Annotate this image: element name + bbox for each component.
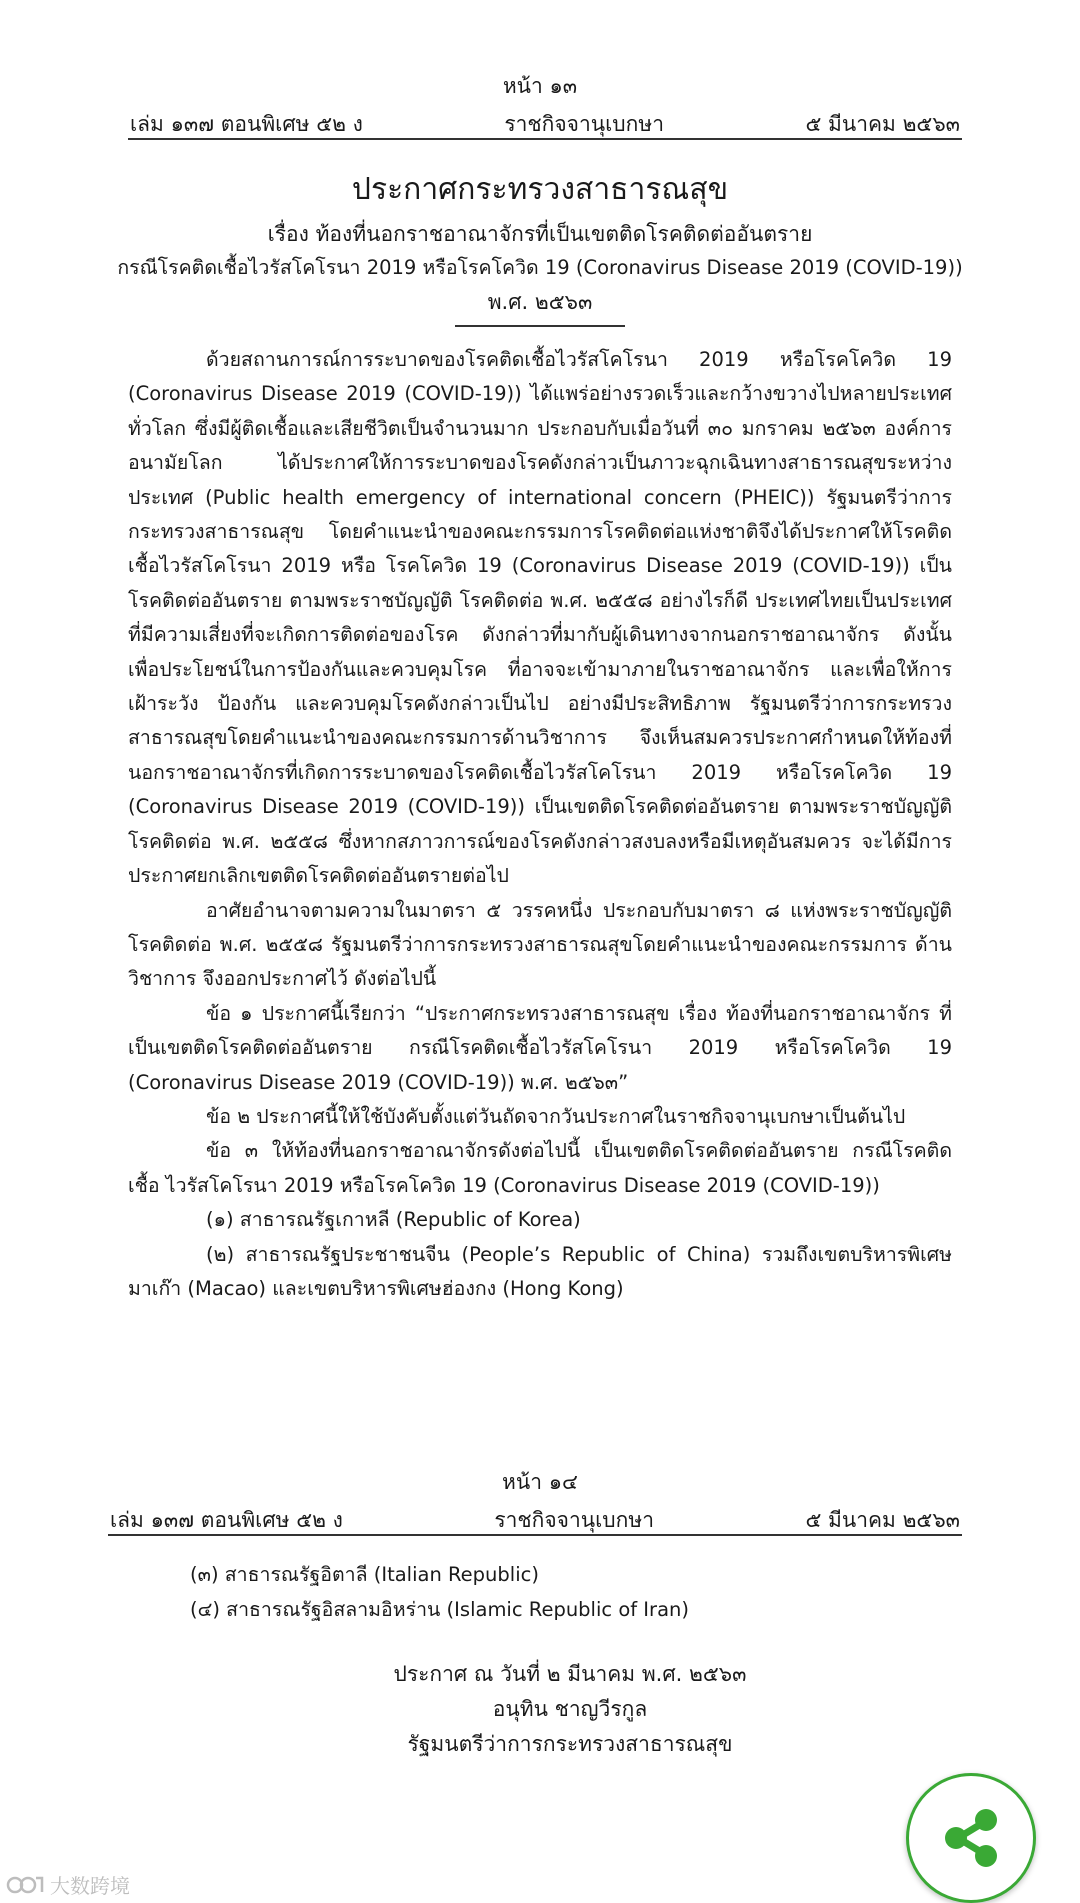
gazette-header [130, 108, 960, 141]
header-divider [108, 1534, 962, 1536]
list-item: (๔) สาธารณรัฐอิสลามอิหร่าน (Islamic Republic of Iran) [190, 1598, 689, 1621]
announced-date: ประกาศ ณ วันที่ ๒ มีนาคม พ.ศ. ๒๕๖๓ [393, 1662, 747, 1686]
announcement-title: ประกาศกระทรวงสาธารณสุข [351, 172, 729, 207]
watermark [6, 1870, 130, 1899]
watermark-text: 大数跨境 [50, 1874, 130, 1898]
page14-items [128, 1557, 952, 1627]
volume-label: เล่ม ๑๓๗ ตอนพิเศษ ๕๒ ง [130, 112, 363, 136]
announcement-year: พ.ศ. ๒๕๖๓ [487, 290, 593, 314]
signatory-name: อนุทิน ชาญวีรกูล [492, 1697, 648, 1721]
announcement-body [128, 343, 952, 1306]
list-item: (๓) สาธารณรัฐอิตาลี (Italian Republic) [190, 1563, 539, 1586]
clause-3: ข้อ ๓ ให้ท้องที่นอกราชอาณาจักรดังต่อไปนี้ เป็นเขตติดโรคติดต่ออันตราย กรณีโรคติดเชื้อ ไวรัสโคโรนา 2019 หรือโรคโควิด 19 (Coronavirus Disease 2019 (COVID-19)) [128, 1139, 952, 1197]
watermark-logo-icon [6, 1874, 46, 1896]
subject-line-1: เรื่อง ท้องที่นอกราชอาณาจักรที่เป็นเขตติดโรคติดต่ออันตราย [267, 222, 813, 246]
gazette-name: ราชกิจจานุเบกษา [494, 1508, 654, 1532]
paragraph-preamble: ด้วยสถานการณ์การระบาดของโรคติดเชื้อไวรัสโคโรนา 2019 หรือโรคโควิด 19 (Coronavirus Disease 2019 (COVID-19)) ได้แพร่อย่างรวดเร็วและกว้างขวางไปหลายประเทศทั่วโลก ซึ่งมีผู้ติดเชื้อและเสียชีวิตเป็นจำนวนมาก ประกอบกับเมื่อวันที่ ๓๐ มกราคม ๒๕๖๓ องค์การอนามัยโลก ได้ประกาศให้การระบาดของโรคดังกล่าวเป็นภาวะฉุกเฉินทางสาธารณสุขระหว่างประเทศ (Public health emergency of international concern (PHEIC)) รัฐมนตรีว่าการกระทรวงสาธารณสุข โดยคำแนะนำของคณะกรรมการโรคติดต่อแห่งชาติจึงได้ประกาศให้โรคติดเชื้อไวรัสโคโรนา 2019 หรือ โรคโควิด 19 (Coronavirus Disease 2019 (COVID-19)) เป็นโรคติดต่ออันตราย ตามพระราชบัญญัติ โรคติดต่อ พ.ศ. ๒๕๕๘ อย่างไรก็ดี ประเทศไทยเป็นประเทศที่มีความเสี่ยงที่จะเกิดการติดต่อของโรค ดังกล่าวที่มากับผู้เดินทางจากนอกราชอาณาจักร ดังนั้น เพื่อประโยชน์ในการป้องกันและควบคุมโรค ที่อาจจะเข้ามาภายในราชอาณาจักร และเพื่อให้การเฝ้าระวัง ป้องกัน และควบคุมโรคดังกล่าวเป็นไป อย่างมีประสิทธิภาพ รัฐมนตรีว่าการกระทรวงสาธารณสุขโดยคำแนะนำของคณะกรรมการด้านวิชาการ จึงเห็นสมควรประกาศกำหนดให้ท้องที่นอกราชอาณาจักรที่เกิดการระบาดของโรคติดเชื้อไวรัสโคโรนา 2019 หรือโรคโควิด 19 (Coronavirus Disease 2019 (COVID-19)) เป็นเขตติดโรคติดต่ออันตราย ตามพระราชบัญญัติโรคติดต่อ พ.ศ. ๒๕๕๘ ซึ่งหากสภาวการณ์ของโรคดังกล่าวสงบลงหรือมีเหตุอันสมควร จะได้มีการประกาศยกเลิกเขตติดโรคติดต่ออันตรายต่อไป [128, 348, 952, 888]
subject-line-2: กรณีโรคติดเชื้อไวรัสโคโรนา 2019 หรือโรคโควิด 19 (Coronavirus Disease 2019 (COVID-19)) [117, 256, 963, 279]
share-icon [936, 1803, 1006, 1873]
signature-block [30, 1657, 1080, 1762]
header-divider [128, 138, 962, 140]
clause-1: ข้อ ๑ ประกาศนี้เรียกว่า “ประกาศกระทรวงสาธารณสุข เรื่อง ท้องที่นอกราชอาณาจักร ที่เป็นเขตติดโรคติดต่ออันตราย กรณีโรคติดเชื้อไวรัสโคโรนา 2019 หรือโรคโควิด 19 (Coronavirus Disease 2019 (COVID-19)) พ.ศ. ๒๕๖๓” [128, 1001, 952, 1094]
volume-label: เล่ม ๑๓๗ ตอนพิเศษ ๕๒ ง [110, 1508, 343, 1532]
clause-2: ข้อ ๒ ประกาศนี้ให้ใช้บังคับตั้งแต่วันถัดจากวันประกาศในราชกิจจานุเบกษาเป็นต้นไป [206, 1104, 906, 1128]
list-item: (๒) สาธารณรัฐประชาชนจีน (People’s Republic of China) รวมถึงเขตบริหารพิเศษมาเก๊า (Macao) และเขตบริหารพิเศษฮ่องกง (Hong Kong) [128, 1242, 952, 1300]
issue-date: ๕ มีนาคม ๒๕๖๓ [805, 1508, 960, 1532]
page-number: หน้า ๑๔ [502, 1470, 578, 1494]
page-number: หน้า ๑๓ [502, 74, 578, 98]
signatory-position: รัฐมนตรีว่าการกระทรวงสาธารณสุข [407, 1732, 733, 1756]
issue-date: ๕ มีนาคม ๒๕๖๓ [805, 112, 960, 136]
share-button[interactable] [906, 1773, 1036, 1903]
list-item: (๑) สาธารณรัฐเกาหลี (Republic of Korea) [206, 1208, 581, 1232]
gazette-name: ราชกิจจานุเบกษา [504, 112, 664, 136]
gazette-header [110, 1504, 960, 1537]
paragraph-authority: อาศัยอำนาจตามความในมาตรา ๕ วรรคหนึ่ง ประกอบกับมาตรา ๘ แห่งพระราชบัญญัติ โรคติดต่อ พ.ศ. ๒๕๕๘ รัฐมนตรีว่าการกระทรวงสาธารณสุขโดยคำแนะนำของคณะกรรมการ ด้านวิชาการ จึงออกประกาศไว้ ดังต่อไปนี้ [128, 898, 952, 991]
title-divider [455, 325, 625, 327]
